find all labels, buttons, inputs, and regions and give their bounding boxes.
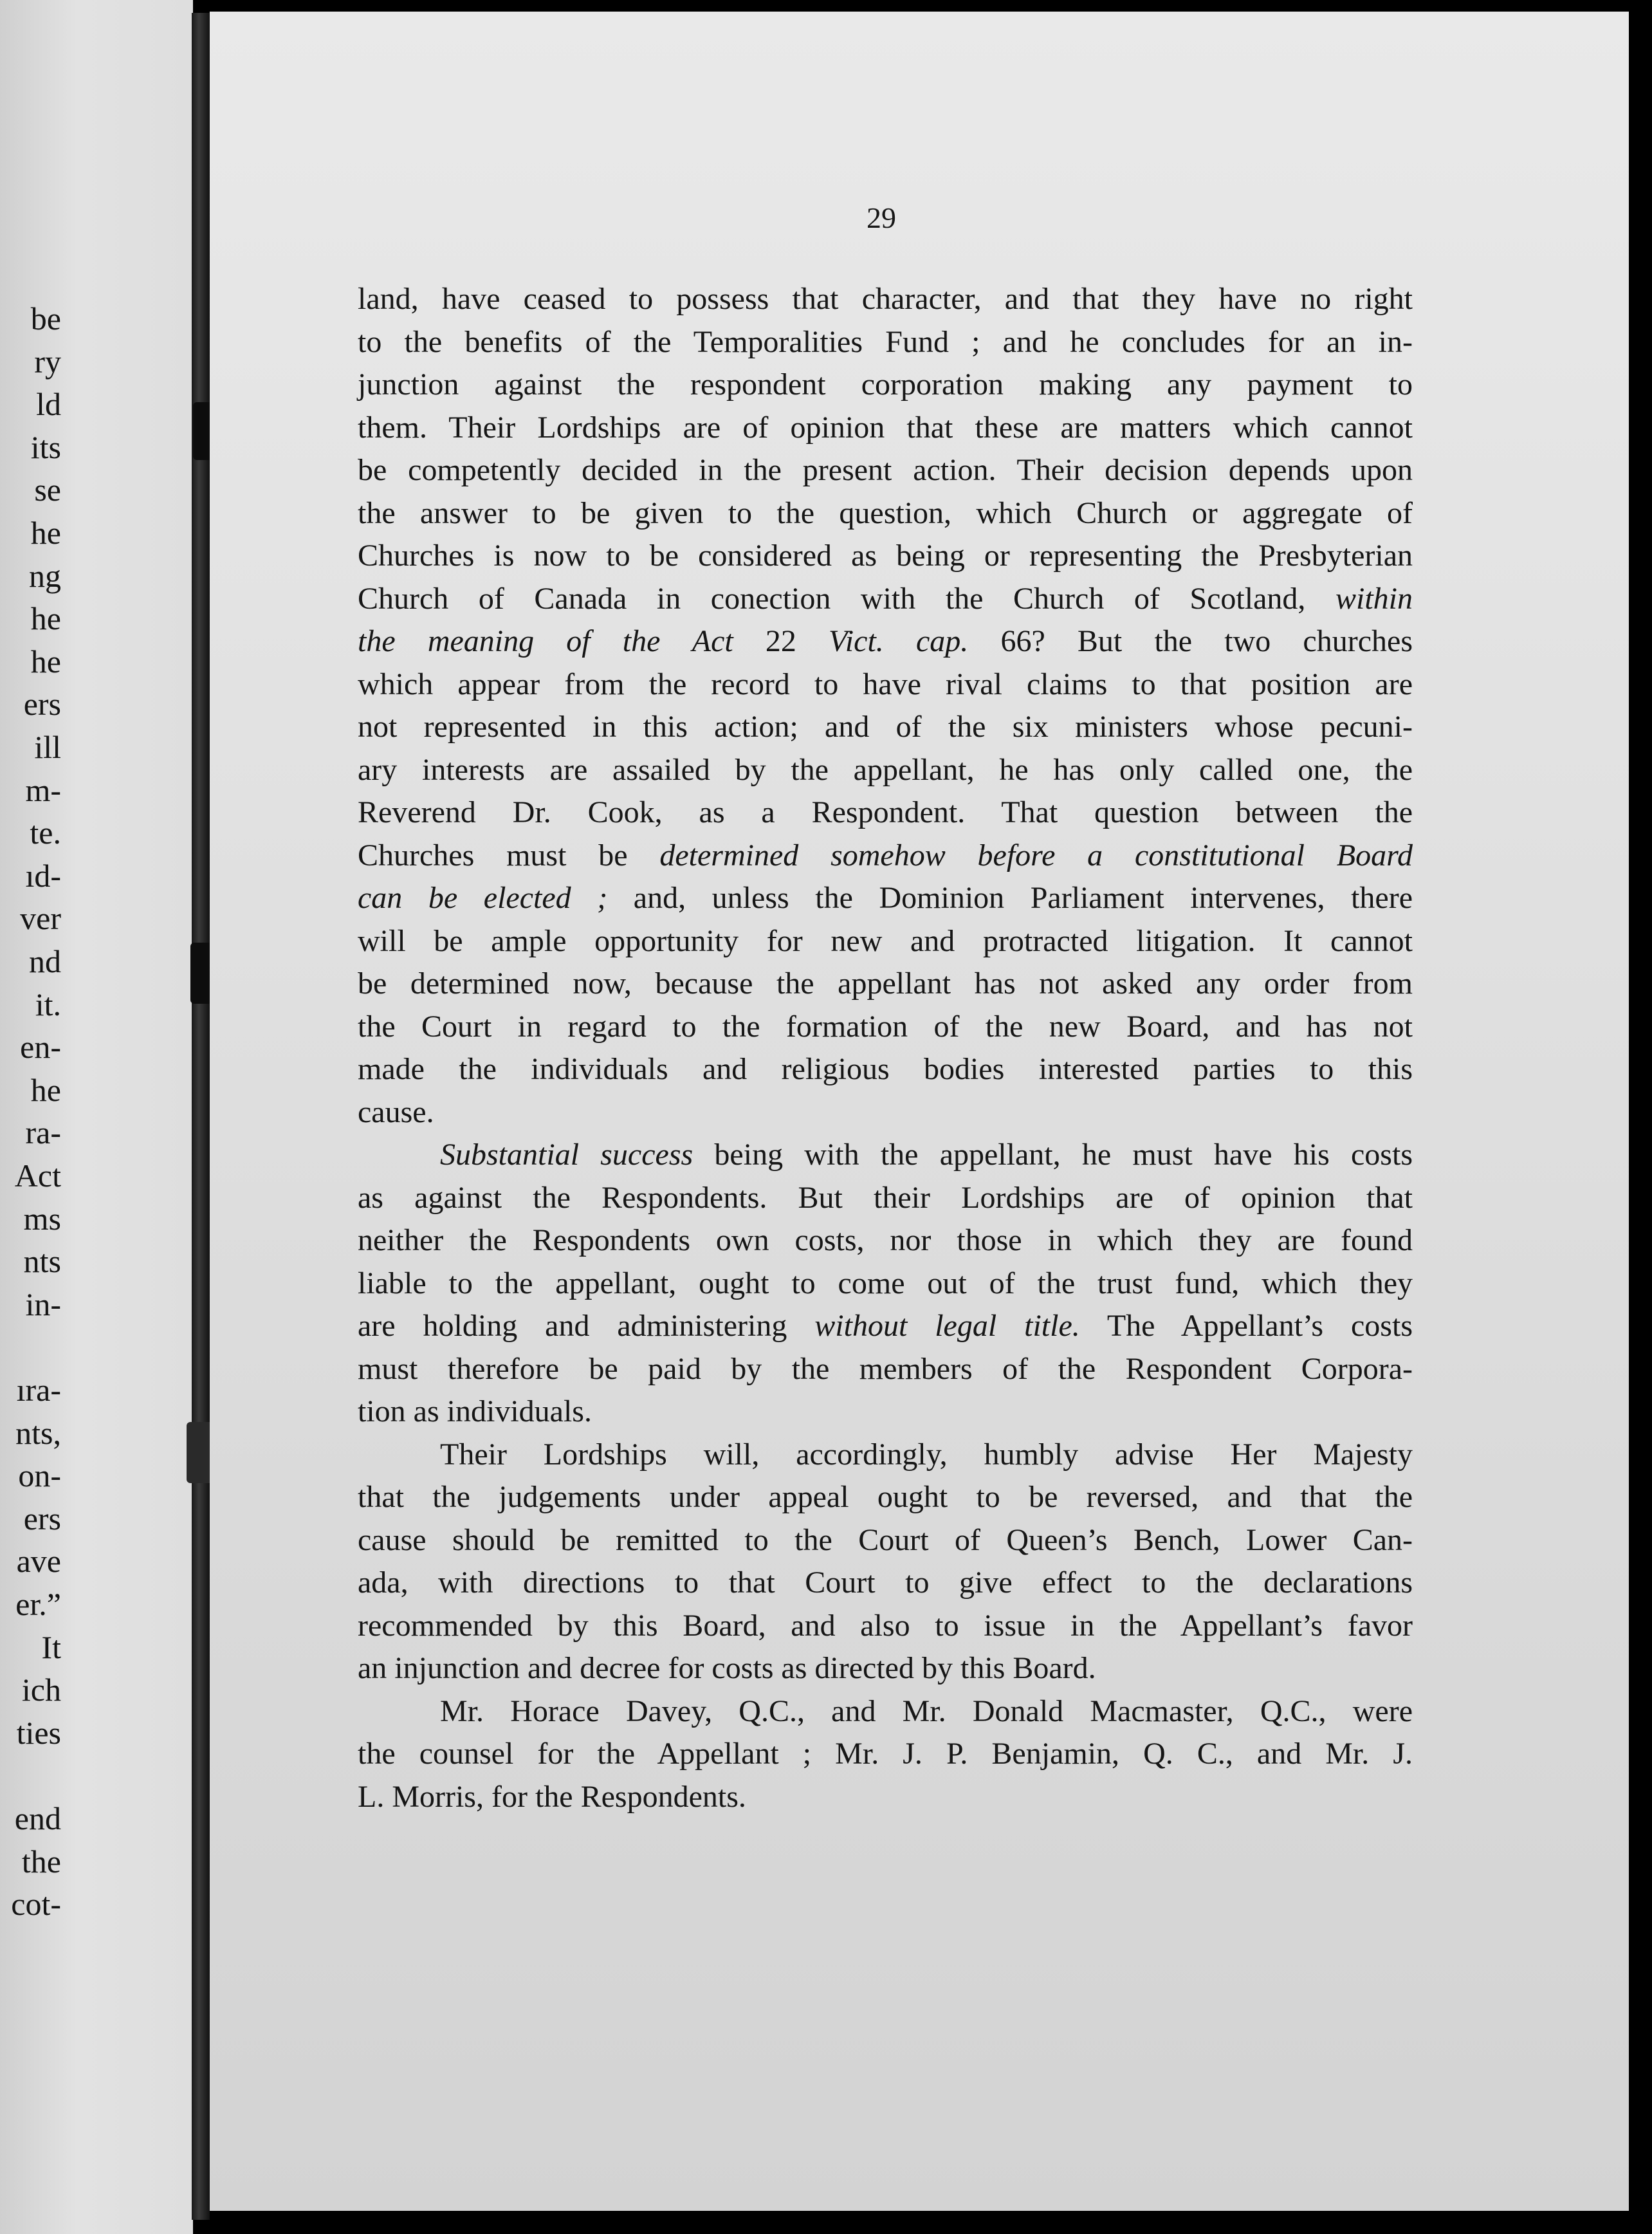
facing-page-fragment: en-	[20, 1029, 61, 1066]
body-text	[358, 278, 1413, 1818]
text-line	[358, 963, 1413, 1006]
text-segment: made the individuals and religious bodies interested parties to this	[358, 1052, 1413, 1086]
text-segment: as against the Respondents. But their Lordships are of opinion that	[358, 1180, 1413, 1215]
facing-page-fragment: nts,	[15, 1414, 61, 1451]
text-line	[358, 278, 1413, 321]
facing-page-fragment: on-	[18, 1457, 61, 1494]
text-line	[358, 1476, 1413, 1519]
italic-text: without legal title.	[814, 1309, 1080, 1343]
text-segment: that the judgements under appeal ought to be reversed, and that the	[358, 1480, 1413, 1514]
text-segment: Churches must be	[358, 838, 660, 872]
text-segment: an injunction and decree for costs as directed by this Board.	[358, 1651, 1096, 1685]
text-line	[358, 877, 1413, 920]
italic-text: can be elected ;	[358, 881, 608, 915]
text-line	[358, 706, 1413, 749]
text-segment: tion as individuals.	[358, 1394, 592, 1428]
text-segment: L. Morris, for the Respondents.	[358, 1779, 746, 1814]
page-right-border	[1629, 0, 1652, 2234]
facing-page-fragment: ill	[34, 729, 61, 765]
text-segment: Churches is now to be considered as being or representing the Presbyterian	[358, 539, 1413, 573]
facing-page-fragment: nd	[29, 943, 61, 979]
text-segment: neither the Respondents own costs, nor those in which they are found	[358, 1223, 1413, 1257]
text-segment: the Court in regard to the formation of the new Board, and has not	[358, 1009, 1413, 1044]
text-line	[358, 1562, 1413, 1605]
text-segment: 66? But the two churches	[968, 624, 1413, 658]
facing-page-fragment: ms	[23, 1200, 61, 1237]
facing-page-fragment: ry	[34, 343, 61, 380]
text-segment: ada, with directions to that Court to give effect to the declarations	[358, 1565, 1413, 1600]
facing-page-fragment: ıd-	[25, 857, 61, 894]
text-line	[358, 407, 1413, 450]
text-line	[358, 1134, 1413, 1177]
facing-page-fragment: ıra-	[16, 1372, 61, 1408]
text-segment: will be ample opportunity for new and protracted litigation. It cannot	[358, 923, 1413, 958]
binding-gutter	[192, 13, 210, 2220]
text-segment: the answer to be given to the question, which Church or aggregate of	[358, 495, 1413, 530]
facing-page-fragment: he	[30, 643, 61, 679]
text-segment: 22	[765, 624, 829, 658]
text-line	[358, 1305, 1413, 1348]
italic-text: determined somehow before a constitutional Board	[659, 838, 1413, 872]
text-line	[358, 1091, 1413, 1134]
text-line	[358, 1177, 1413, 1220]
text-segment: Mr. Horace Davey, Q.C., and Mr. Donald Macmaster, Q.C., were	[440, 1694, 1413, 1728]
facing-page-fragment: te.	[30, 815, 61, 851]
text-line	[358, 663, 1413, 706]
facing-page-fragment: in-	[25, 1286, 61, 1322]
facing-page-fragment: ng	[29, 557, 61, 594]
facing-page-fragment: be	[30, 300, 61, 337]
text-segment: ary interests are assailed by the appellant, he has only called one, the	[358, 752, 1413, 787]
text-segment: cause.	[358, 1094, 434, 1129]
text-line	[358, 791, 1413, 835]
facing-page-fragment: he	[30, 1071, 61, 1108]
facing-page-fragment: ld	[36, 386, 61, 423]
text-segment: are holding and administering	[358, 1309, 815, 1343]
text-line	[358, 1647, 1413, 1690]
text-segment: must therefore be paid by the members of the Respondent Corpora-	[358, 1351, 1413, 1386]
facing-page-fragment: ra-	[25, 1114, 61, 1151]
facing-page-fragment: It	[41, 1629, 61, 1665]
facing-page-fragment: m-	[25, 771, 61, 808]
italic-text: Substantial success	[440, 1138, 693, 1172]
facing-page-fragment: ers	[23, 1500, 61, 1537]
text-line	[358, 1519, 1413, 1562]
paragraph	[358, 278, 1413, 1134]
text-segment: cause should be remitted to the Court of Queen’s Bench, Lower Can-	[358, 1522, 1413, 1557]
text-segment: Church of Canada in conection with the Church of Scotland,	[358, 581, 1335, 616]
paragraph	[358, 1690, 1413, 1819]
text-segment: and, unless the Dominion Parliament intervenes, there	[607, 881, 1413, 915]
facing-page-fragment: ave	[16, 1543, 61, 1580]
text-line	[358, 1219, 1413, 1262]
text-line	[358, 1006, 1413, 1049]
facing-page-fragment: ich	[21, 1672, 61, 1708]
text-segment: The Appellant’s costs	[1079, 1309, 1413, 1343]
text-segment: recommended by this Board, and also to issue in the Appellant’s favor	[358, 1608, 1413, 1643]
text-segment: be determined now, because the appellant has not asked any order from	[358, 966, 1413, 1001]
facing-page-fragment: ver	[20, 900, 61, 937]
text-segment: Reverend Dr. Cook, as a Respondent. That question between the	[358, 795, 1413, 829]
page-number: 29	[867, 201, 896, 234]
facing-page-fragment: the	[21, 1843, 61, 1879]
facing-page-fragment: nts	[23, 1243, 61, 1280]
facing-page-edge	[0, 0, 193, 2234]
paragraph	[358, 1434, 1413, 1690]
text-line	[358, 1348, 1413, 1391]
text-line	[358, 1434, 1413, 1477]
facing-page-fragment: its	[30, 429, 61, 465]
text-line	[358, 364, 1413, 407]
text-line	[358, 492, 1413, 535]
text-segment: which appear from the record to have rival claims to that position are	[358, 667, 1413, 701]
facing-page-fragment: cot-	[11, 1886, 61, 1923]
text-segment: being with the appellant, he must have his costs	[693, 1138, 1413, 1172]
text-segment: to the benefits of the Temporalities Fund ; and he concludes for an in-	[358, 324, 1413, 359]
text-segment: be competently decided in the present action. Their decision depends upon	[358, 453, 1413, 487]
text-segment: land, have ceased to possess that character, and that they have no right	[358, 282, 1413, 316]
text-line	[358, 920, 1413, 963]
text-line	[358, 321, 1413, 364]
facing-page-fragment: er.”	[15, 1586, 61, 1622]
text-line	[358, 1733, 1413, 1776]
facing-page-fragment: ties	[16, 1714, 61, 1751]
facing-page-fragment: se	[34, 472, 61, 508]
paragraph	[358, 1134, 1413, 1434]
italic-text: Vict. cap.	[829, 624, 969, 658]
text-segment: liable to the appellant, ought to come out of the trust fund, which they	[358, 1266, 1413, 1300]
text-line	[358, 578, 1413, 621]
facing-page-fragment: he	[30, 515, 61, 551]
text-line	[358, 1605, 1413, 1648]
text-line	[358, 1262, 1413, 1306]
italic-text: the meaning of the Act	[358, 624, 766, 658]
text-line	[358, 1390, 1413, 1434]
text-segment: Their Lordships will, accordingly, humbly advise Her Majesty	[440, 1437, 1413, 1472]
facing-page-fragment: he	[30, 600, 61, 637]
text-line	[358, 535, 1413, 578]
text-line	[358, 1690, 1413, 1733]
facing-page-fragment: Act	[14, 1158, 61, 1194]
text-line	[358, 1048, 1413, 1091]
facing-page-fragment: ers	[23, 686, 61, 723]
text-segment: them. Their Lordships are of opinion that these are matters which cannot	[358, 410, 1413, 445]
text-line	[358, 449, 1413, 492]
text-line	[358, 1776, 1413, 1819]
text-line	[358, 835, 1413, 878]
italic-text: within	[1335, 581, 1413, 616]
text-segment: the counsel for the Appellant ; Mr. J. P. Benjamin, Q. C., and Mr. J.	[358, 1737, 1413, 1771]
text-line	[358, 620, 1413, 663]
facing-page-fragment: end	[14, 1800, 61, 1836]
facing-page-fragment: it.	[35, 986, 61, 1022]
text-segment: not represented in this action; and of the six ministers whose pecuni-	[358, 710, 1413, 744]
text-line	[358, 749, 1413, 792]
text-segment: junction against the respondent corporation making any payment to	[358, 367, 1413, 402]
